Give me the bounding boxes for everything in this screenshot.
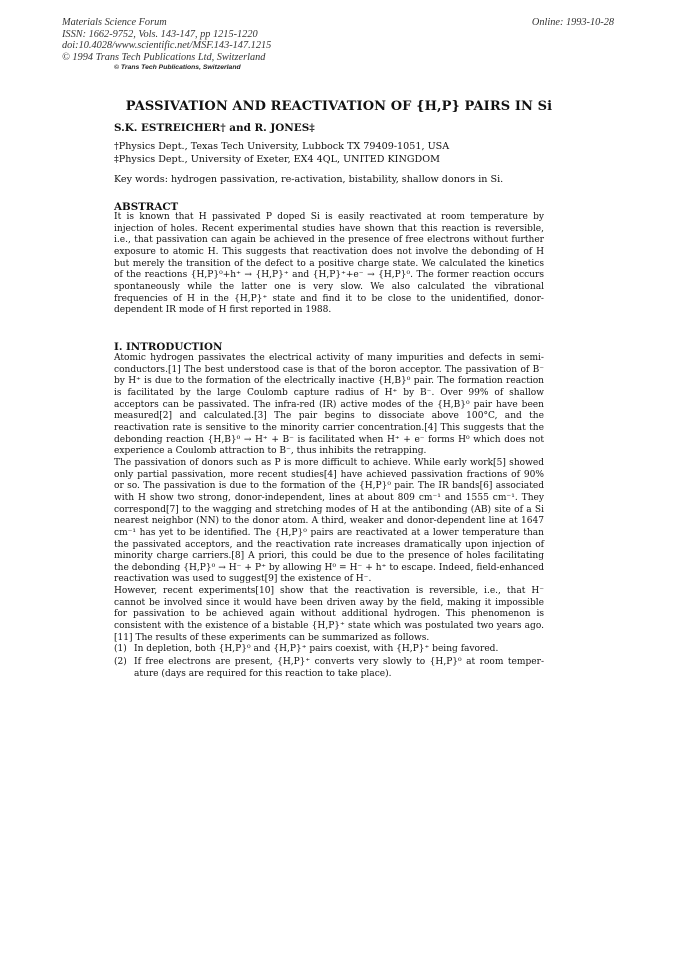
introduction-heading: I. INTRODUCTION — [114, 341, 223, 353]
introduction-text — [114, 353, 544, 680]
copyright-line: © 1994 Trans Tech Publications Ltd, Switzerland — [62, 52, 266, 64]
abstract-paragraph: It is known that H passivated P doped Si is easily reactivated at room temperature by injection of holes. Recent experimental studies have shown that this reaction is reversible, i.e., that passivation can again be achieved in the presence of free electrons without further exposure to atomic H. This suggests that reactivation does not involve the debonding of H but merely the transition of the defect to a positive charge state. We calculated the kinetics of the reactions {H,P}⁰+h⁺ → {H,P}⁺ and {H,P}⁺+e⁻ → {H,P}⁰. The former reaction occurs spontaneously while the latter one is very slow. We also calculated the vibrational frequencies of H in the {H,P}⁺ state and find it to be close to the unidentified, donor-dependent IR mode of H first reported in 1988. — [114, 212, 544, 316]
authors: S.K. ESTREICHER† and R. JONES‡ — [114, 122, 315, 134]
list-item — [114, 644, 544, 656]
online-date: Online: 1993-10-28 — [531, 17, 614, 28]
paper-title: PASSIVATION AND REACTIVATION OF {H,P} PAIRS IN Si — [125, 99, 553, 114]
journal-name: Materials Science Forum — [62, 17, 167, 28]
abstract-text — [114, 212, 544, 317]
list-item-text: If free electrons are present, {H,P}⁺ converts very slowly to {H,P}⁰ at room temper-ature (days are required for this reaction to take place). — [134, 657, 544, 679]
list-item-text: In depletion, both {H,P}⁰ and {H,P}⁺ pairs coexist, with {H,P}⁺ being favored. — [134, 644, 499, 655]
list-item-number: (1) — [114, 644, 127, 655]
list-item — [114, 657, 544, 680]
citation-block — [62, 17, 271, 64]
abstract-heading: ABSTRACT — [114, 201, 179, 213]
issn-line: ISSN: 1662-9752, Vols. 143-147, pp 1215-1220 — [62, 28, 258, 40]
affiliation-2: ‡Physics Dept., University of Exeter, EX4 4QL, UNITED KINGDOM — [114, 154, 440, 165]
keywords: Key words: hydrogen passivation, re-activation, bistability, shallow donors in Si. — [114, 174, 504, 185]
list-item-number: (2) — [114, 657, 127, 668]
publisher-copyright: © Trans Tech Publications, Switzerland — [114, 64, 241, 71]
intro-paragraph-1: Atomic hydrogen passivates the electrical activity of many impurities and defects in semi-conductors.[1] The best understood case is that of the boron acceptor. The passivation of B⁻ by H⁺ is due to the formation of the electrically inactive {H,B}⁰ pair. The formation reaction is facilitated by the large Coulomb capture radius of H⁺ by B⁻. Over 99% of shallow acceptors can be passivated. The infra-red (IR) active modes of the {H,B}⁰ pair have been measured[2] and calculated.[3] The pair begins to dissociate above 100°C, and the reactivation rate is sensitive to the minority carrier concentration.[4] This suggests that the debonding reaction {H,B}⁰ → H⁺ + B⁻ is facilitated when H⁺ + e⁻ forms H⁰ which does not experience a Coulomb attraction to B⁻, thus inhibits the retrapping. — [114, 353, 544, 457]
doi-line: doi:10.4028/www.scientific.net/MSF.143-147.1215 — [62, 40, 272, 52]
intro-paragraph-3: However, recent experiments[10] show that the reactivation is reversible, i.e., that H⁻ cannot be involved since it would have been driven away by the field, making it impossible for passivation to be achieved again without additional hydrogen. This phenomenon is consistent with the existence of a bistable {H,P}⁺ state which was postulated two years ago.[11] The results of these experiments can be summarized as follows. — [114, 586, 544, 643]
affiliation-1: †Physics Dept., Texas Tech University, Lubbock TX 79409-1051, USA — [114, 141, 450, 152]
intro-paragraph-2: The passivation of donors such as P is more difficult to achieve. While early work[5] showed only partial passivation, more recent studies[4] have achieved passivation fractions of 90% or so. The passivation is due to the formation of the {H,P}⁰ pair. The IR bands[6] associated with H show two strong, donor-independent, lines at about 809 cm⁻¹ and 1555 cm⁻¹. They correspond[7] to the wagging and stretching modes of H at the antibonding (AB) site of a Si nearest neighbor (NN) to the donor atom. A third, weaker and donor-dependent line at 1647 cm⁻¹ has yet to be identified. The {H,P}⁰ pairs are reactivated at a lower temperature than the passivated acceptors, and the reactivation rate increases dramatically upon injection of minority charge carriers.[8] A priori, this could be due to the presence of holes facilitating the debonding {H,P}⁰ → H⁻ + P⁺ by allowing H⁰ = H⁻ + h⁺ to escape. Indeed, field-enhanced reactivation was used to suggest[9] the existence of H⁻. — [114, 457, 544, 585]
